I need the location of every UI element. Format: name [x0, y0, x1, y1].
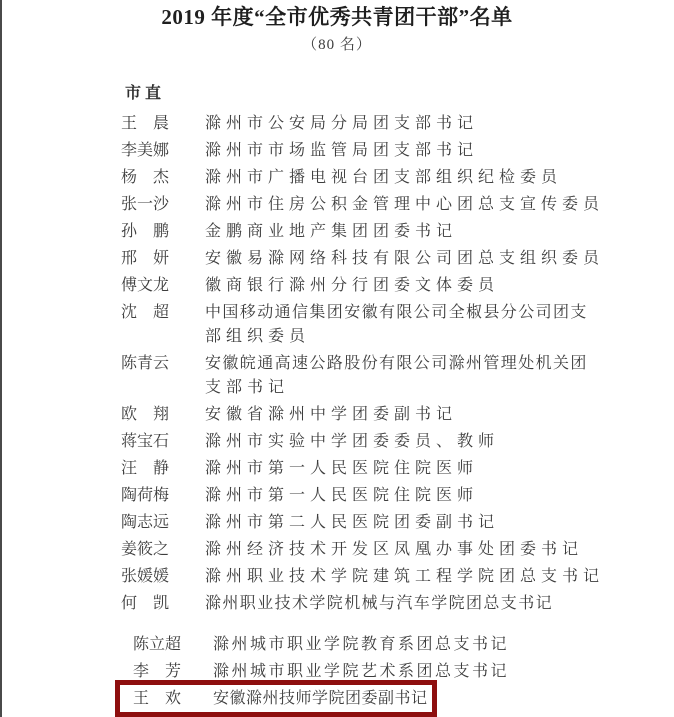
person-position: [205, 484, 661, 508]
person-name: 欧 翔: [121, 406, 170, 423]
person-name: 李美娜: [121, 142, 170, 159]
person-name: 张媛媛: [121, 568, 170, 585]
person-position: [205, 220, 661, 244]
person-position: [205, 247, 661, 271]
position-line: 滁州市住房公积金管理中心团总支宣传委员: [205, 196, 605, 213]
roster-row: [121, 166, 661, 190]
roster-row: [121, 565, 661, 589]
position-line: 滁州市实验中学团委委员、教师: [205, 433, 500, 450]
person-position: [205, 274, 661, 298]
position-line: 滁州城市职业学院艺术系团总支书记: [213, 663, 510, 680]
person-name: 杨 杰: [121, 169, 170, 186]
position-line: 滁州市第一人民医院住院医师: [205, 487, 479, 504]
roster-row: [121, 193, 661, 217]
roster-row: [121, 274, 661, 298]
person-position: [205, 193, 661, 217]
person-position: [205, 430, 661, 454]
roster-row: [121, 430, 661, 454]
person-position: [205, 139, 661, 163]
position-line: 支部书记: [205, 379, 290, 396]
person-name: 孙 鹏: [121, 223, 170, 240]
person-position: [205, 565, 661, 589]
position-line: 部组织委员: [205, 328, 311, 345]
person-position: [205, 166, 661, 190]
position-line: 滁州市公安局分局团支部书记: [205, 115, 479, 132]
roster-row: [121, 511, 661, 535]
person-name: 傅文龙: [121, 277, 170, 294]
position-line: 安徽皖通高速公路股份有限公司滁州管理处机关团: [205, 355, 588, 372]
roster-row: [121, 403, 661, 427]
position-line: 中国移动通信集团安徽有限公司全椒县分公司团支: [205, 304, 588, 321]
person-name: 姜筱之: [121, 541, 170, 558]
document-subtitle: （80 名）: [302, 37, 372, 53]
person-name: 陈青云: [121, 355, 170, 372]
document-title: 2019 年度“全市优秀共青团干部”名单: [161, 5, 513, 29]
person-name: 汪 静: [121, 460, 170, 477]
person-name: 邢 妍: [121, 250, 170, 267]
person-name: 陈立超: [133, 636, 182, 653]
person-name: 陶荷梅: [121, 487, 170, 504]
group-gap: [121, 619, 661, 633]
position-line: 安徽省滁州中学团委副书记: [205, 406, 458, 423]
person-position: [205, 112, 661, 136]
person-name: 李 芳: [133, 663, 182, 680]
roster-list: [121, 112, 661, 717]
roster-row: [121, 352, 661, 400]
position-line: 安徽易滁网络科技有限公司团总支组织委员: [205, 250, 605, 267]
person-name: 沈 超: [121, 304, 170, 321]
person-name: 陶志远: [121, 514, 170, 531]
page-edge-line: [0, 0, 2, 717]
person-position: [205, 457, 661, 481]
roster-row-highlight-box: [115, 680, 437, 717]
position-line: 滁州城市职业学院教育系团总支书记: [213, 636, 510, 653]
roster-row: [121, 220, 661, 244]
person-position: [213, 633, 661, 657]
position-line: 滁州市广播电视台团支部组织纪检委员: [205, 169, 563, 186]
person-position: [205, 301, 661, 349]
section-header-shizhi: 市 直: [125, 85, 162, 102]
person-position: [213, 660, 661, 684]
person-name: 蒋宝石: [121, 433, 170, 450]
roster-row: [121, 247, 661, 271]
position-line: 安徽滁州技师学院团委副书记: [213, 690, 428, 707]
roster-row: [121, 301, 661, 349]
person-position: [205, 538, 661, 562]
position-line: 滁州市第二人民医院团委副书记: [205, 514, 500, 531]
person-name: 王 晨: [121, 115, 170, 132]
roster-row: [121, 457, 661, 481]
roster-row: [121, 484, 661, 508]
roster-row: [133, 660, 661, 684]
person-position: [205, 592, 661, 616]
person-position: [205, 511, 661, 535]
roster-row: [121, 112, 661, 136]
position-line: 滁州经济技术开发区凤凰办事处团委书记: [205, 541, 584, 558]
position-line: 滁州职业技术学院机械与汽车学院团总支书记: [205, 595, 554, 612]
position-line: 徽商银行滁州分行团委文体委员: [205, 277, 500, 294]
roster-row: [121, 592, 661, 616]
person-name: 张一沙: [121, 196, 170, 213]
position-line: 滁州市市场监管局团支部书记: [205, 142, 479, 159]
roster-row: [133, 633, 661, 657]
person-name: 王 欢: [133, 690, 182, 707]
roster-row: [121, 538, 661, 562]
person-position: [213, 687, 432, 711]
position-line: 滁州市第一人民医院住院医师: [205, 460, 479, 477]
position-line: 滁州职业技术学院建筑工程学院团总支书记: [205, 568, 605, 585]
person-name: 何 凯: [121, 595, 170, 612]
person-position: [205, 352, 661, 400]
position-line: 金鹏商业地产集团团委书记: [205, 223, 458, 240]
person-position: [205, 403, 661, 427]
roster-row: [121, 139, 661, 163]
